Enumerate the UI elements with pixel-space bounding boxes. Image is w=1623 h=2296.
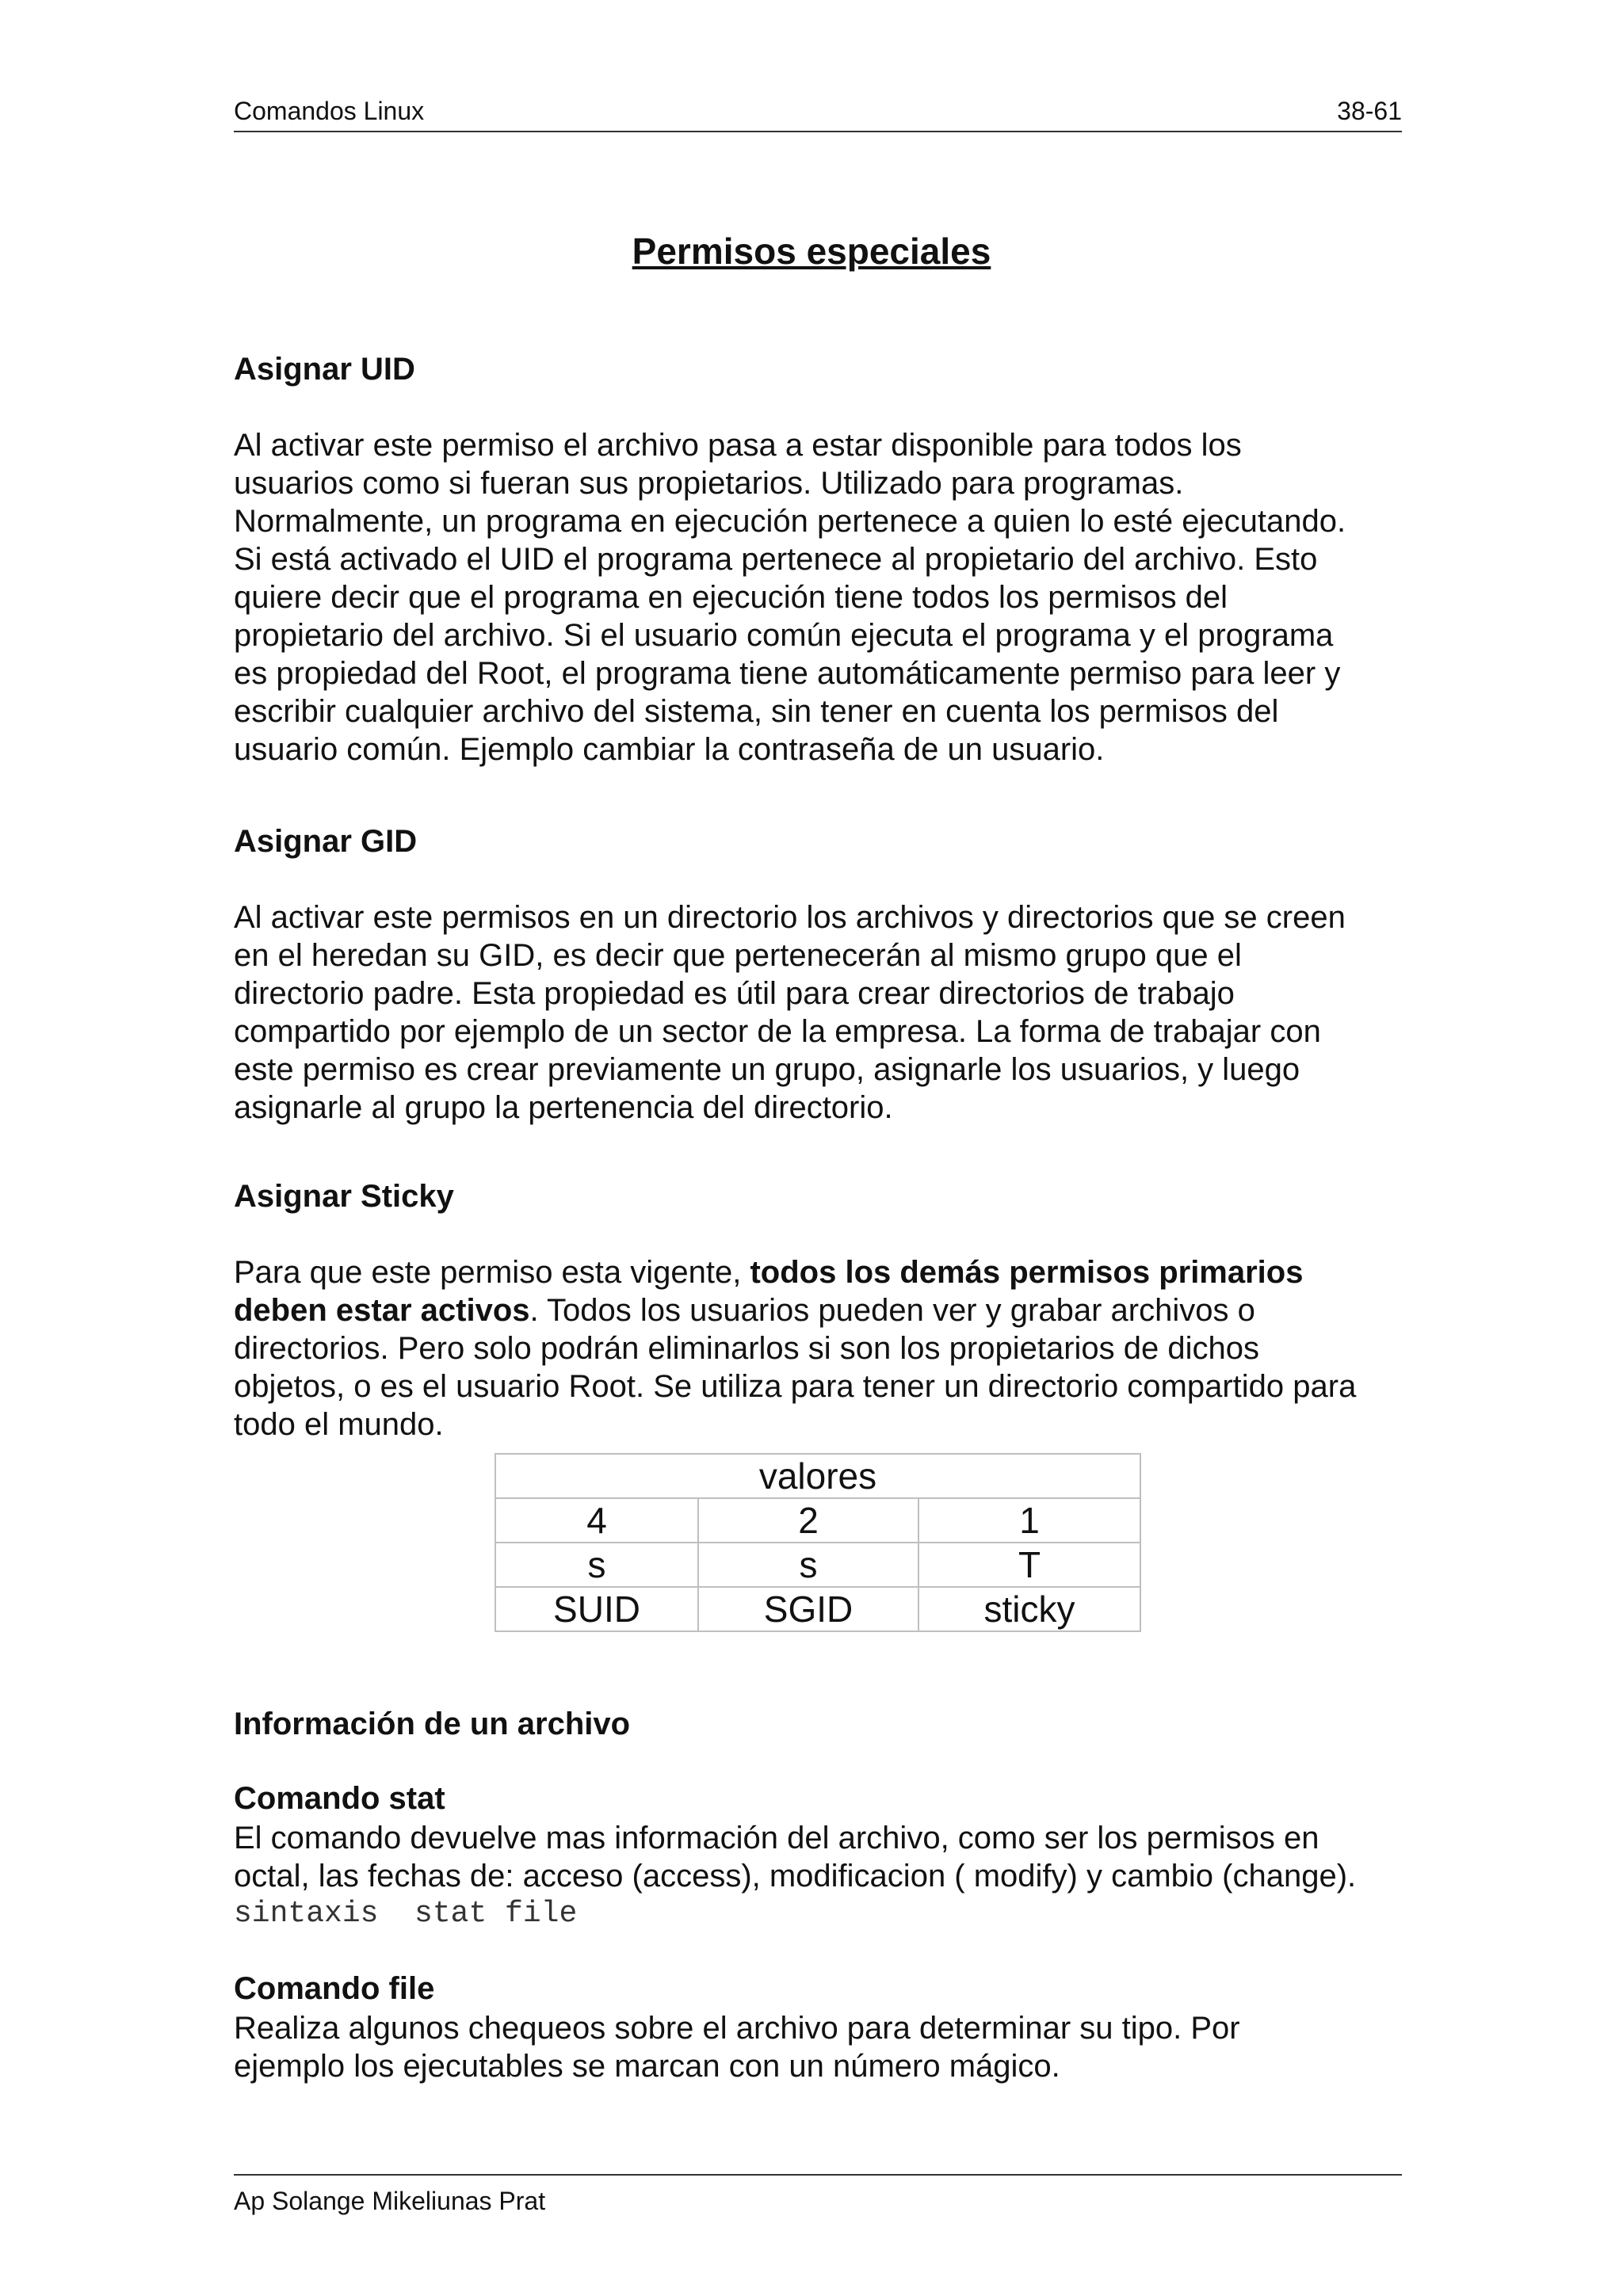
page-footer (234, 2174, 1402, 2216)
text-line: objetos, o es el usuario Root. Se utiliza para tener un directorio compartido para (234, 1369, 1357, 1404)
text-line: este permiso es crear previamente un grupo, asignarle los usuarios, y luego (234, 1052, 1300, 1087)
table-cell: T (918, 1543, 1140, 1587)
text-line: ejemplo los ejecutables se marcan con un número mágico. (234, 2049, 1060, 2084)
text-line: asignarle al grupo la pertenencia del directorio. (234, 1090, 893, 1125)
table-cell: s (698, 1543, 918, 1587)
table-header-cell: valores (495, 1454, 1140, 1498)
text-line: compartido por ejemplo de un sector de la empresa. La forma de trabajar con (234, 1014, 1321, 1049)
text-line: es propiedad del Root, el programa tiene automáticamente permiso para leer y (234, 656, 1341, 691)
bold-text: deben estar activos (234, 1293, 530, 1328)
page-header (234, 97, 1402, 132)
heading-sticky: Asignar Sticky (234, 1179, 454, 1214)
table-cell: SUID (495, 1587, 698, 1631)
text-run: Para que este permiso esta vigente, (234, 1255, 750, 1290)
table-cell: SGID (698, 1587, 918, 1631)
table-row (495, 1543, 1140, 1587)
text-run: . Todos los usuarios pueden ver y grabar archivos o (529, 1293, 1255, 1328)
text-line: directorios. Pero solo podrán eliminarlos si son los propietarios de dichos (234, 1331, 1259, 1366)
bold-text: todos los demás permisos primarios (750, 1255, 1304, 1290)
text-line: Al activar este permisos en un directorio los archivos y directorios que se creen (234, 900, 1346, 935)
paragraph-sticky (234, 1253, 1407, 1444)
header-title: Comandos Linux (234, 97, 425, 125)
values-table (495, 1453, 1141, 1632)
table-cell: 4 (495, 1498, 698, 1543)
heading-uid: Asignar UID (234, 352, 415, 387)
paragraph-uid (234, 426, 1407, 769)
heading-gid: Asignar GID (234, 824, 418, 859)
table-row (495, 1454, 1140, 1498)
text-line: usuarios como si fueran sus propietarios. Utilizado para programas. (234, 466, 1184, 501)
syntax-line: sintaxis stat file (234, 1897, 578, 1931)
text-line: quiere decir que el programa en ejecución tiene todos los permisos del (234, 580, 1228, 615)
heading-file: Comando file (234, 1971, 435, 2006)
table-cell: 2 (698, 1498, 918, 1543)
heading-stat: Comando stat (234, 1781, 445, 1816)
text-line: El comando devuelve mas información del archivo, como ser los permisos en (234, 1821, 1319, 1855)
page-title: Permisos especiales (632, 231, 991, 272)
text-line: todo el mundo. (234, 1407, 444, 1442)
table-row (495, 1498, 1140, 1543)
text-line: propietario del archivo. Si el usuario común ejecuta el programa y el programa (234, 618, 1334, 653)
text-line: Si está activado el UID el programa pertenece al propietario del archivo. Esto (234, 542, 1318, 577)
paragraph-stat (234, 1819, 1407, 1933)
heading-info: Información de un archivo (234, 1707, 631, 1741)
table-cell: 1 (918, 1498, 1140, 1543)
text-line: Realiza algunos chequeos sobre el archivo para determinar su tipo. Por (234, 2011, 1240, 2046)
text-line: en el heredan su GID, es decir que pertenecerán al mismo grupo que el (234, 938, 1242, 973)
text-line: escribir cualquier archivo del sistema, sin tener en cuenta los permisos del (234, 694, 1279, 729)
page-number: 38-61 (1337, 97, 1402, 125)
table-cell: sticky (918, 1587, 1140, 1631)
paragraph-gid (234, 898, 1407, 1127)
text-line (234, 1253, 1407, 1291)
text-line: Normalmente, un programa en ejecución pertenece a quien lo esté ejecutando. (234, 504, 1346, 539)
text-line: usuario común. Ejemplo cambiar la contraseña de un usuario. (234, 732, 1105, 767)
footer-author: Ap Solange Mikeliunas Prat (234, 2187, 546, 2215)
table-cell: s (495, 1543, 698, 1587)
paragraph-file (234, 2009, 1407, 2085)
text-line (234, 1291, 1407, 1329)
table-row (495, 1587, 1140, 1631)
text-line: directorio padre. Esta propiedad es útil para crear directorios de trabajo (234, 976, 1235, 1011)
text-line: Al activar este permiso el archivo pasa a estar disponible para todos los (234, 428, 1242, 463)
text-line: octal, las fechas de: acceso (access), modificacion ( modify) y cambio (change). (234, 1859, 1357, 1894)
